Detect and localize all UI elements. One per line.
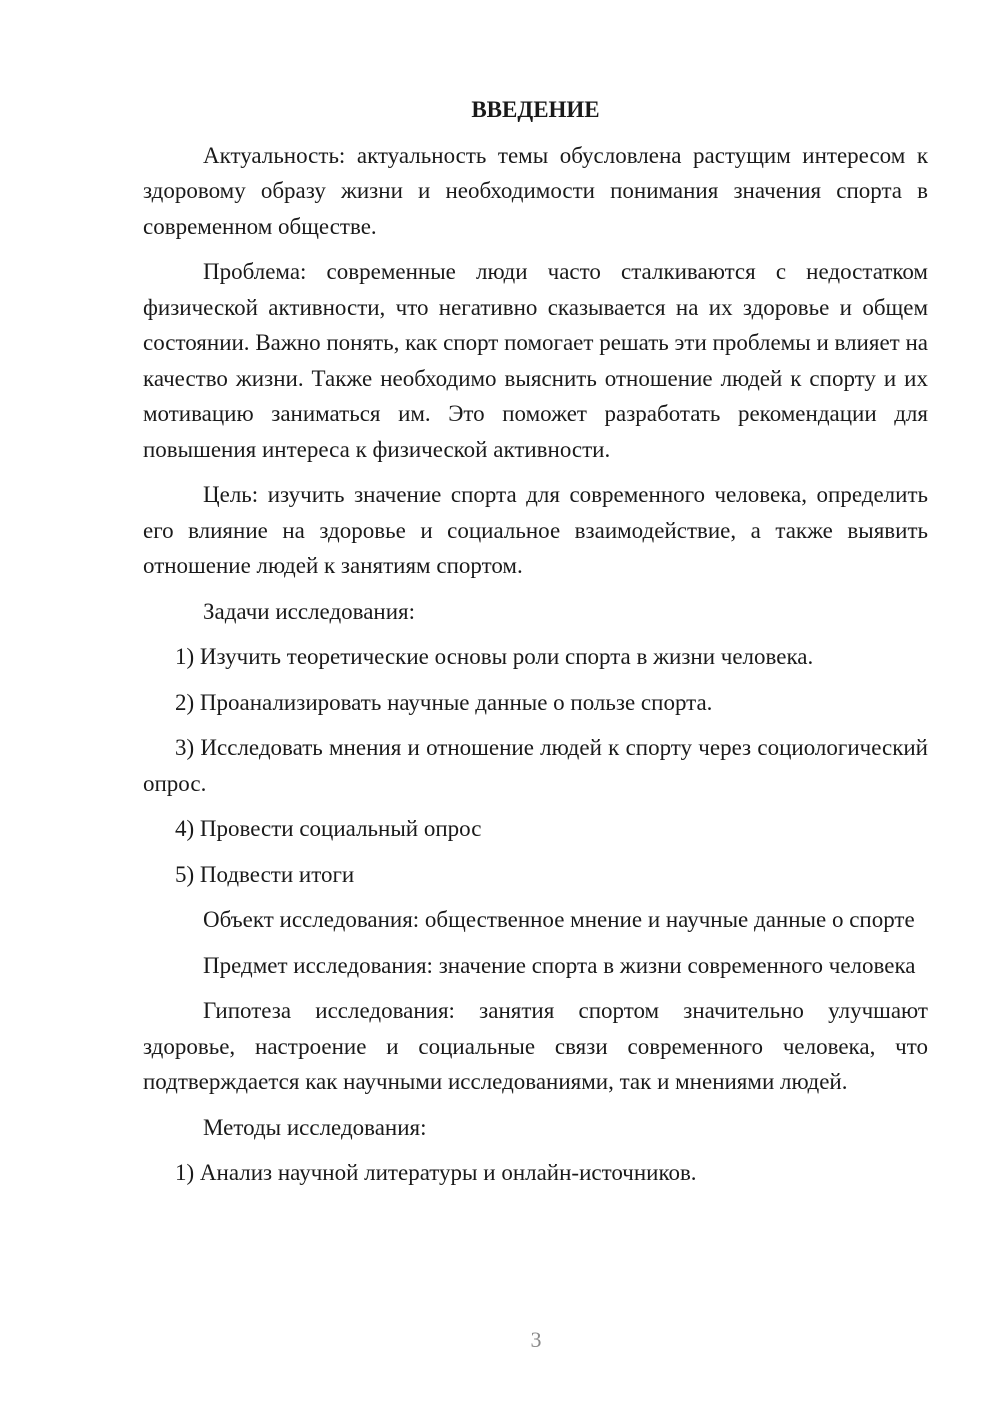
task-item-3: 3) Исследовать мнения и отношение людей к спорту через социологический опрос. [143, 735, 928, 796]
page-content [143, 92, 928, 1201]
tasks-title: Задачи исследования: [203, 598, 416, 624]
paragraph-goal: Цель: изучить значение спорта для современного человека, определить его влияние на здоровье и социальное взаимодействие, а также выявить отношение людей к занятиям спортом. [143, 482, 928, 578]
task-item-1: 1) Изучить теоретические основы роли спорта в жизни человека. [175, 644, 814, 669]
paragraph-problem: Проблема: современные люди часто сталкиваются с недостатком физической активности, что негативно сказывается на их здоровье и общем состоянии. Важно понять, как спорт помогает решать эти проблемы и влияет на качество жизни. Также необходимо выяснить отношение людей к спорту и их мотивацию заниматься им. Это поможет разработать рекомендации для повышения интереса к физической активности. [143, 259, 928, 462]
page-number: 3 [530, 1327, 542, 1352]
methods-title: Методы исследования: [203, 1114, 427, 1140]
section-heading: ВВЕДЕНИЕ [471, 97, 600, 122]
paragraph-subject: Предмет исследования: значение спорта в жизни современного человека [203, 952, 916, 978]
paragraph-relevance: Актуальность: актуальность темы обусловлена растущим интересом к здоровому образу жизни и необходимости понимания значения спорта в современном обществе. [143, 142, 928, 239]
task-item-2: 2) Проанализировать научные данные о пользе спорта. [175, 689, 713, 715]
method-item-1: 1) Анализ научной литературы и онлайн-источников. [175, 1160, 697, 1185]
task-item-4: 4) Провести социальный опрос [175, 816, 482, 841]
task-item-5: 5) Подвести итоги [175, 861, 355, 887]
paragraph-object: Объект исследования: общественное мнение и научные данные о спорте [203, 907, 915, 932]
paragraph-hypothesis: Гипотеза исследования: занятия спортом значительно улучшают здоровье, настроение и социальные связи современного человека, что подтверждается как научными исследованиями, так и мнениями людей. [143, 998, 928, 1094]
